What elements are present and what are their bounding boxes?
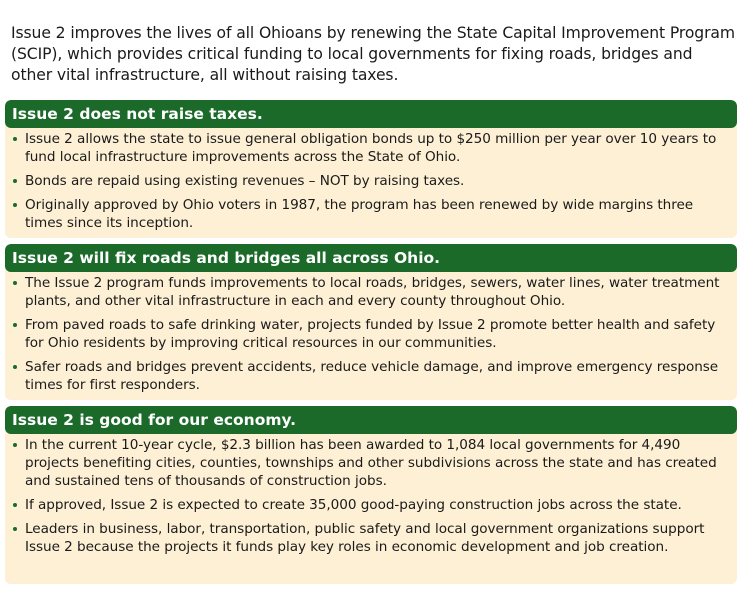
intro-paragraph: Issue 2 improves the lives of all Ohioans by renewing the State Capital Improvement Program (SCIP), which provides critical funding to local governments for fixing roads, bridges and other vital infrastructure, all without raising taxes. — [11, 23, 735, 84]
list-item: From paved roads to safe drinking water, projects funded by Issue 2 promote better health and safety for Ohio residents by improving critical resources in our communities. — [11, 316, 731, 352]
bullet-list — [5, 272, 737, 400]
sections-container — [5, 100, 737, 590]
section-economy — [5, 406, 737, 584]
section-roads-bridges — [5, 244, 737, 400]
list-item: Bonds are repaid using existing revenues – NOT by raising taxes. — [11, 172, 731, 190]
bullet-list — [5, 128, 737, 238]
list-item: Safer roads and bridges prevent accidents, reduce vehicle damage, and improve emergency response times for first responders. — [11, 358, 731, 394]
list-item: If approved, Issue 2 is expected to create 35,000 good-paying construction jobs across the state. — [11, 496, 731, 514]
section-title: Issue 2 does not raise taxes. — [5, 100, 737, 128]
section-title: Issue 2 will fix roads and bridges all across Ohio. — [5, 244, 737, 272]
list-item: Originally approved by Ohio voters in 1987, the program has been renewed by wide margins three times since its inception. — [11, 196, 731, 232]
list-item: Issue 2 allows the state to issue general obligation bonds up to $250 million per year over 10 years to fund local infrastructure improvements across the State of Ohio. — [11, 130, 731, 166]
section-title: Issue 2 is good for our economy. — [5, 406, 737, 434]
list-item: In the current 10-year cycle, $2.3 billion has been awarded to 1,084 local governments for 4,490 projects benefiting cities, counties, townships and other subdivisions across the state and has created and sustained tens of thousands of construction jobs. — [11, 436, 731, 490]
list-item: Leaders in business, labor, transportation, public safety and local government organizations support Issue 2 because the projects it funds play key roles in economic development and job creation. — [11, 520, 731, 556]
section-taxes — [5, 100, 737, 238]
bullet-list — [5, 434, 737, 562]
list-item: The Issue 2 program funds improvements to local roads, bridges, sewers, water lines, water treatment plants, and other vital infrastructure in each and every county throughout Ohio. — [11, 274, 731, 310]
